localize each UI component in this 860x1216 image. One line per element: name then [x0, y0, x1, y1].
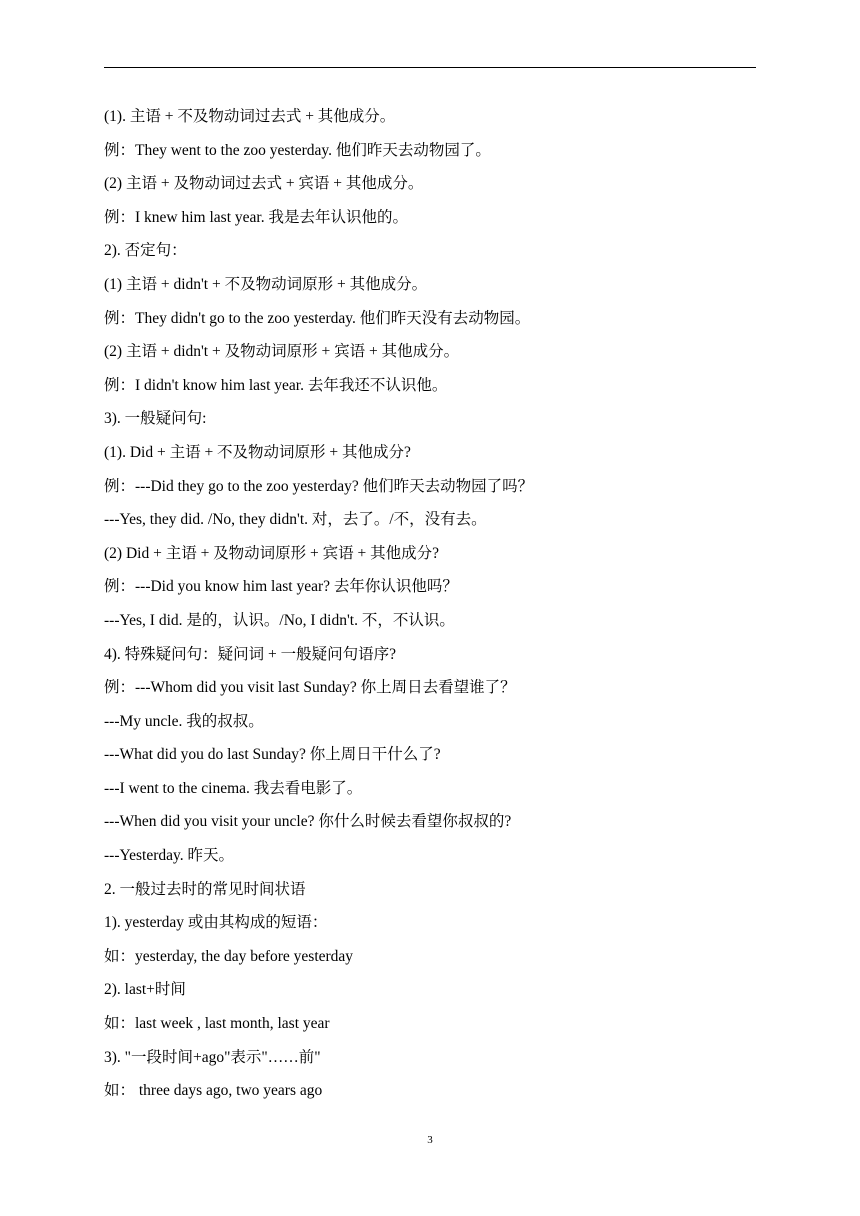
- text-line: ---When did you visit your uncle? 你什么时候去看望你叔叔的?: [104, 813, 512, 831]
- text-line: 1). yesterday 或由其构成的短语：: [104, 914, 328, 932]
- text-line: 2). 否定句：: [104, 242, 187, 260]
- text-line: ---Yes, they did. /No, they didn't. 对，去了。/不，没有去。: [104, 511, 487, 529]
- header-rule: [104, 67, 756, 68]
- text-line: (2) 主语 + didn't + 及物动词原形 + 宾语 + 其他成分。: [104, 343, 460, 361]
- text-line: (2) 主语 + 及物动词过去式 + 宾语 + 其他成分。: [104, 175, 424, 193]
- text-line: (1) 主语 + didn't + 不及物动词原形 + 其他成分。: [104, 275, 428, 293]
- text-line: (2) Did + 主语 + 及物动词原形 + 宾语 + 其他成分?: [104, 544, 440, 562]
- text-line: 3). "一段时间+ago"表示"……前": [104, 1048, 321, 1066]
- text-line: 例：---Whom did you visit last Sunday? 你上周日去看望谁了？: [104, 679, 516, 697]
- text-line: 2. 一般过去时的常见时间状语: [104, 880, 306, 898]
- text-line: 例：I didn't know him last year. 去年我还不认识他。: [104, 376, 448, 394]
- text-line: 如： three days ago, two years ago: [104, 1082, 323, 1100]
- page-number: 3: [427, 1134, 433, 1146]
- text-line: 4). 特殊疑问句：疑问词 + 一般疑问句语序?: [104, 645, 397, 663]
- page-content: [104, 100, 764, 1108]
- text-line: 3). 一般疑问句:: [104, 410, 207, 428]
- text-line: ---I went to the cinema. 我去看电影了。: [104, 779, 363, 797]
- text-line: 如：yesterday, the day before yesterday: [104, 947, 354, 965]
- text-line: ---My uncle. 我的叔叔。: [104, 712, 264, 730]
- text-line: (1). Did + 主语 + 不及物动词原形 + 其他成分?: [104, 443, 411, 461]
- text-line: 2). last+时间: [104, 981, 186, 999]
- text-line: 如：last week , last month, last year: [104, 1015, 330, 1033]
- text-line: 例：I knew him last year. 我是去年认识他的。: [104, 208, 408, 226]
- text-line: 例：---Did they go to the zoo yesterday? 他们昨天去动物园了吗？: [104, 477, 534, 495]
- text-line: ---What did you do last Sunday? 你上周日干什么了?: [104, 746, 441, 764]
- text-line: ---Yes, I did. 是的，认识。/No, I didn't. 不，不认识。: [104, 611, 455, 629]
- text-line: 例：They didn't go to the zoo yesterday. 他们昨天没有去动物园。: [104, 309, 531, 327]
- text-line: (1). 主语 + 不及物动词过去式 + 其他成分。: [104, 108, 396, 125]
- text-line: ---Yesterday. 昨天。: [104, 847, 235, 865]
- text-line: 例：---Did you know him last year? 去年你认识他吗？: [104, 578, 458, 596]
- text-line: 例：They went to the zoo yesterday. 他们昨天去动物园了。: [104, 141, 491, 159]
